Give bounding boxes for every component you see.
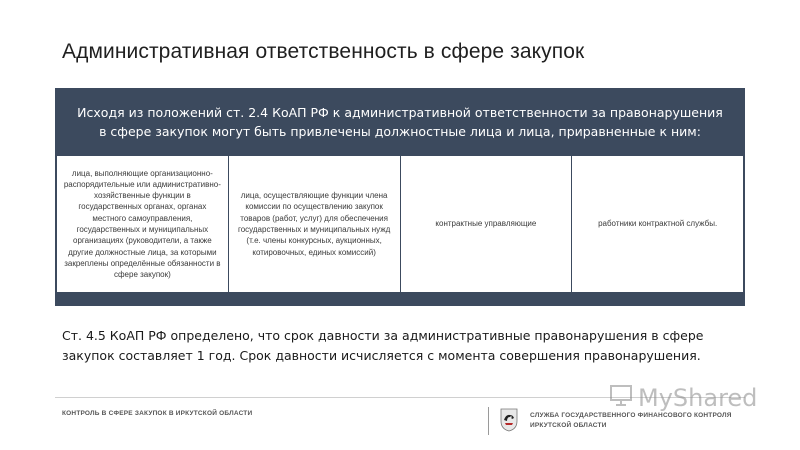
cards-bottom-bar xyxy=(55,292,745,306)
slide-title: Административная ответственность в сфере закупок xyxy=(62,40,585,63)
banner-text: Исходя из положений ст. 2.4 КоАП РФ к административной ответственности за правонарушения в сфере закупок могут быть привлечены должностные лица и лица, приравненные к ним: xyxy=(77,105,723,139)
card-commission-members xyxy=(229,156,401,292)
footer-left-caption: КОНТРОЛЬ В СФЕРЕ ЗАКУПОК В ИРКУТСКОЙ ОБЛАСТИ xyxy=(62,410,253,417)
card-contract-service xyxy=(572,156,743,292)
watermark-text: MyShared xyxy=(638,383,758,412)
card-text: контрактные управляющие xyxy=(435,219,537,229)
card-contract-managers xyxy=(401,156,573,292)
card-officials xyxy=(57,156,229,292)
presentation-screen-icon xyxy=(608,382,634,413)
banner xyxy=(55,88,745,156)
statute-note: Ст. 4.5 КоАП РФ определено, что срок давности за административные правонарушения в сфере закупок составляет 1 год. Срок давности исчисляется с момента совершения правонарушения. xyxy=(62,328,704,363)
cards-row xyxy=(55,156,745,292)
footer-right-caption: СЛУЖБА ГОСУДАРСТВЕННОГО ФИНАНСОВОГО КОНТРОЛЯ ИРКУТСКОЙ ОБЛАСТИ xyxy=(530,412,732,429)
irkutsk-coat-of-arms-icon xyxy=(500,408,518,432)
card-text: лица, выполняющие организационно-распорядительные или административно-хозяйственные функции в государственных органах, органах местного самоуправления, государственных и муниципальных организациях (руководители, а также другие должностные лица, за которыми закреплены определённые обязанности в сфере закупок) xyxy=(63,168,221,280)
footer-vertical-divider xyxy=(488,407,489,435)
card-text: лица, осуществляющие функции члена комиссии по осуществлению закупок товаров (работ, услуг) для обеспечения государственных и муниципальных нужд (т.е. члены конкурсных, аукционных, котировочных, единых комиссий) xyxy=(237,191,391,257)
watermark xyxy=(608,382,757,413)
card-text: работники контрактной службы. xyxy=(598,219,718,229)
